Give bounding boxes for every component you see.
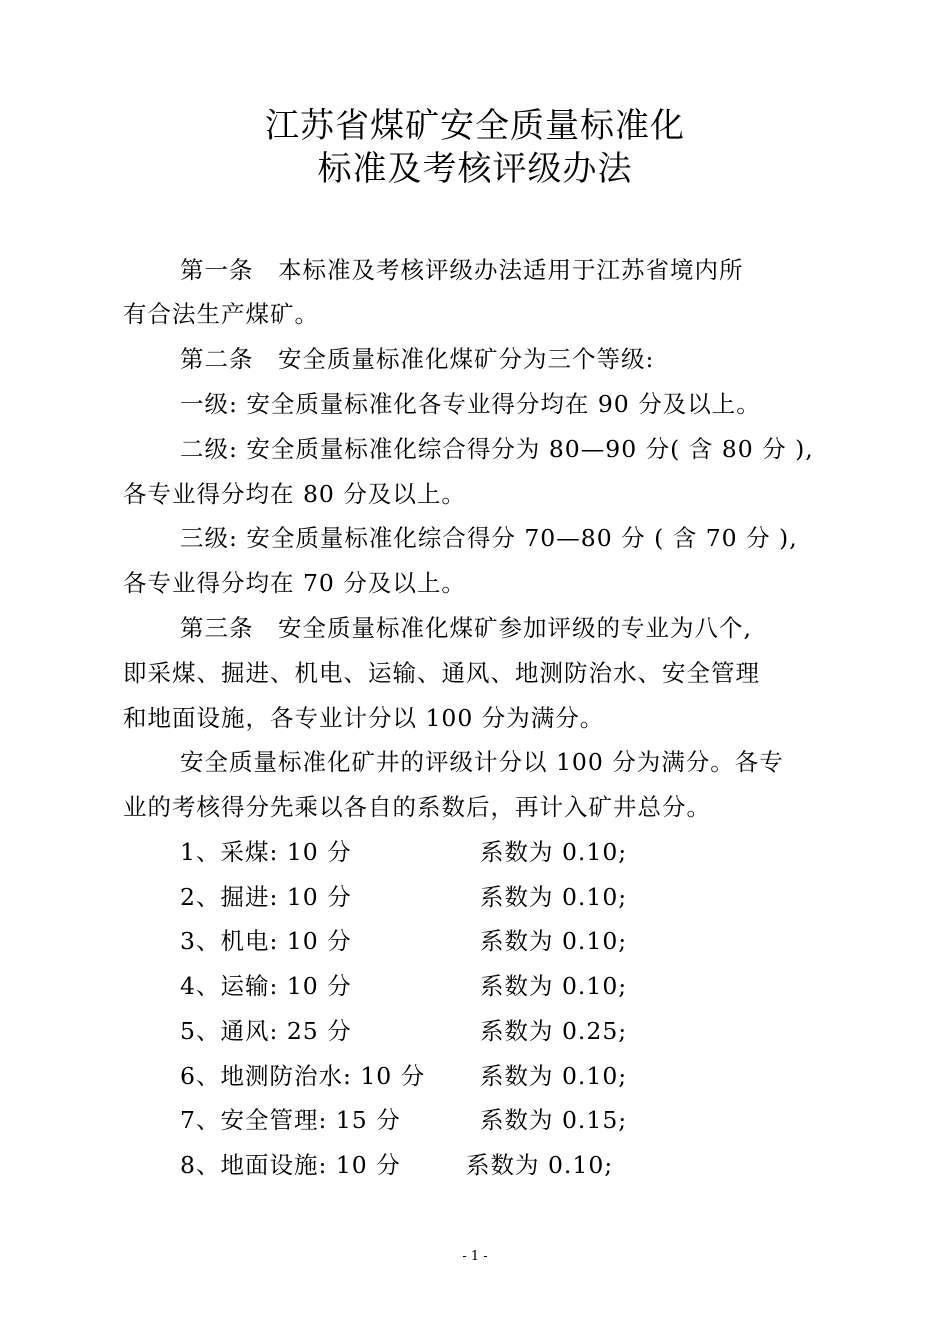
list-item-label: 6、地测防治水: 10 分	[180, 1062, 426, 1090]
article-2: 第二条 安全质量标准化煤矿分为三个等级:	[180, 345, 655, 373]
article-1-line-2: 有合法生产煤矿。	[123, 300, 319, 328]
list-item-coefficient: 系数为 0.10;	[480, 883, 628, 911]
list-item-label: 4、运输: 10 分	[180, 972, 352, 1000]
list-item-coefficient: 系数为 0.10;	[480, 1062, 628, 1090]
level-2-line-2: 各专业得分均在 80 分及以上。	[123, 480, 466, 508]
list-item-coefficient: 系数为 0.10;	[480, 972, 628, 1000]
list-item-coefficient: 系数为 0.10;	[480, 927, 628, 955]
list-item-coefficient: 系数为 0.10;	[466, 1151, 614, 1179]
document-title-line1: 江苏省煤矿安全质量标准化	[265, 106, 685, 146]
scoring-line-2: 业的考核得分先乘以各自的系数后，再计入矿井总分。	[123, 793, 711, 821]
level-3-line-1: 三级: 安全质量标准化综合得分 70—80 分 ( 含 70 分 ),	[180, 524, 798, 552]
list-item-label: 2、掘进: 10 分	[180, 883, 352, 911]
list-item-label: 8、地面设施: 10 分	[180, 1151, 401, 1179]
article-1-line-1: 第一条 本标准及考核评级办法适用于江苏省境内所	[180, 256, 744, 284]
article-3-line-2: 即采煤、掘进、机电、运输、通风、地测防治水、安全管理	[123, 659, 760, 687]
list-item-label: 7、安全管理: 15 分	[180, 1106, 401, 1134]
article-3-line-1: 第三条 安全质量标准化煤矿参加评级的专业为八个,	[180, 614, 752, 642]
list-item-label: 3、机电: 10 分	[180, 927, 352, 955]
list-item-label: 5、通风: 25 分	[180, 1017, 352, 1045]
list-item-coefficient: 系数为 0.15;	[480, 1106, 628, 1134]
list-item-label: 1、采煤: 10 分	[180, 838, 352, 866]
level-2-line-1: 二级: 安全质量标准化综合得分为 80—90 分( 含 80 分 ),	[180, 435, 814, 463]
page-number: - 1 -	[462, 1249, 488, 1264]
article-3-line-3: 和地面设施，各专业计分以 100 分为满分。	[123, 704, 605, 732]
document-title-line2: 标准及考核评级办法	[317, 149, 633, 189]
list-item-coefficient: 系数为 0.25;	[480, 1017, 628, 1045]
scoring-line-1: 安全质量标准化矿井的评级计分以 100 分为满分。各专	[180, 748, 784, 776]
list-item-coefficient: 系数为 0.10;	[480, 838, 628, 866]
level-1-text: 一级: 安全质量标准化各专业得分均在 90 分及以上。	[180, 390, 761, 418]
level-3-line-2: 各专业得分均在 70 分及以上。	[123, 569, 466, 597]
